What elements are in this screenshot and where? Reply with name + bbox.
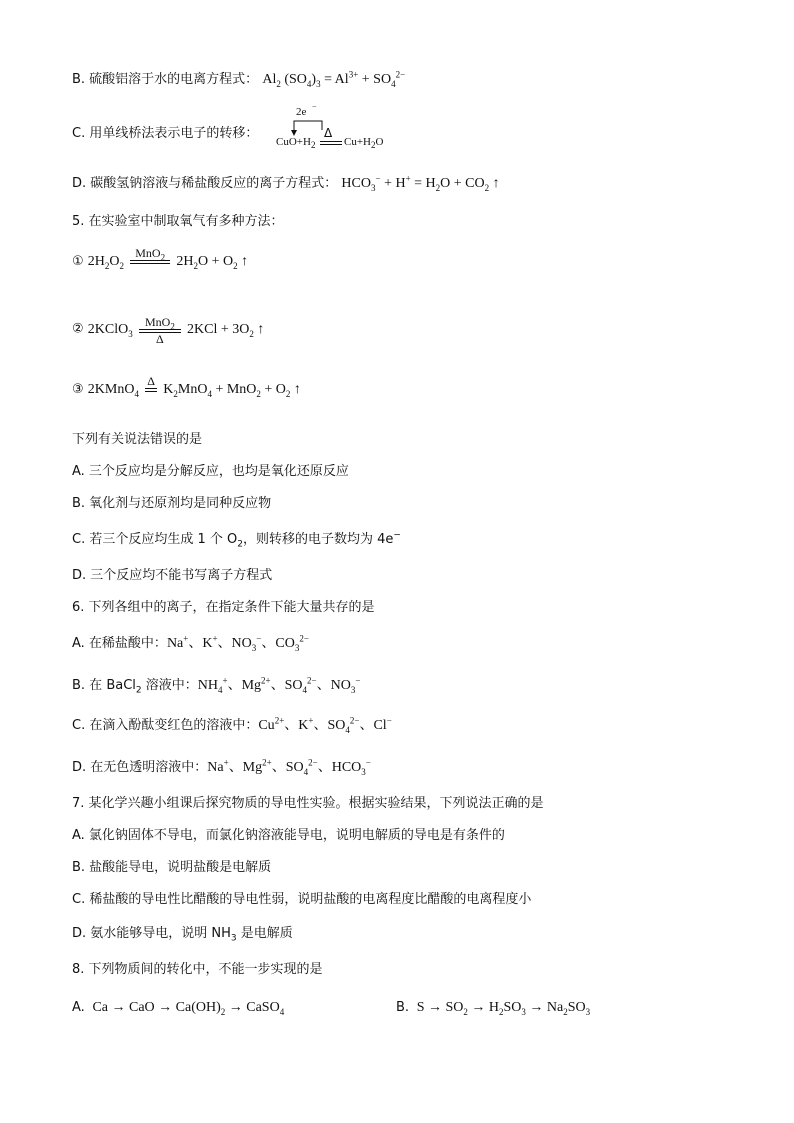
option-text: D. 碳酸氢钠溶液与稀盐酸反应的离子方程式： [72,176,338,191]
ion-list: Na+、K+、$NO_3^-$、$CO_3^{2-}$ [166,633,309,653]
q7-option-a: A. 氯化钠固体不导电，而氯化钠溶液能导电，说明电解质的导电是有条件的 [72,828,505,843]
reaction-condition: MnO$_2$ [130,247,170,264]
electron-label: 2e [296,106,307,118]
question-text: 5. 在实验室中制取氧气有多种方法： [72,214,284,229]
electron-transfer-diagram: 2e − $CuO+H_2$ Δ $Cu+H_2O$ [276,102,384,151]
q7-option-d: D. 氨水能够导电，说明 $NH_3$ 是电解质 [72,926,293,944]
question-5-ask: 下列有关说法错误的是 [72,432,203,447]
q8-option-b: B. $S \to SO_2 \to H_2SO_3 \to Na_2SO_3$ [396,1000,591,1017]
option-text: B. 硫酸铝溶于水的电离方程式： [72,72,259,87]
q7-option-b: B. 盐酸能导电，说明盐酸是电解质 [72,860,272,875]
reaction-condition: Δ [145,375,157,392]
heat-condition: Δ [324,126,333,140]
formula: $HCO_3^- + H^+ = H_2O + CO_2$ ↑ [341,173,500,193]
option-d-q4 [72,174,500,194]
q6-option-b: B. 在 BaCl$_2$ 溶液中：$NH_4^+$、$Mg^{2+}$、$SO_4^{2-}$、$NO_3^-$ [72,675,361,696]
q7-option-c: C. 稀盐酸的导电性比醋酸的导电性弱，说明盐酸的电离程度比醋酸的电离程度小 [72,892,532,907]
ion-list: $Cu^{2+}$、K+、$SO_4^{2-}$、Cl− [258,715,392,735]
reaction-number: ② [72,321,84,337]
question-6-stem: 6. 下列各组中的离子，在指定条件下能大量共存的是 [72,600,375,615]
q6-option-c: C. 在滴入酚酞变红色的溶液中：$Cu^{2+}$、K+、$SO_4^{2-}$、Cl− [72,715,392,735]
reaction-number: ③ [72,382,84,397]
conversion-chain: Ca → CaO → $Ca(OH)_2$ → CaSO$_4$ [88,1000,285,1017]
q8-option-a: A. Ca → CaO → $Ca(OH)_2$ → CaSO$_4$ [72,1000,285,1017]
ion-list: Na+、$Mg^{2+}$、$SO_4^{2-}$、$HCO_3^-$ [207,757,371,777]
q5-option-c: C. 若三个反应均生成 1 个 $O_2$，则转移的电子数均为 4e− [72,530,401,550]
formula: $Al_2$ $(SO_4)_3 = Al^{3+} + SO_4^{2-}$ [262,69,406,89]
reaction-1: ① $2H_2O_2$ MnO$_2$ $2H_2O + O_2$ ↑ [72,246,249,271]
reaction-3: ③ 2KMnO$_4$ Δ $K_2MnO_4 + MnO_2 + O_2$ ↑ [72,374,301,399]
ion-list: $NH_4^+$、$Mg^{2+}$、$SO_4^{2-}$、$NO_3^-$ [197,675,361,695]
question-8-stem: 8. 下列物质间的转化中，不能一步实现的是 [72,962,323,977]
question-7-stem: 7. 某化学兴趣小组课后探究物质的导电性实验。根据实验结果，下列说法正确的是 [72,796,544,811]
option-b-q4 [72,70,405,90]
reaction-number: ① [72,254,84,269]
option-c-q4 [72,124,258,144]
option-text: C. 用单线桥法表示电子的转移： [72,126,259,141]
q6-option-a: A. 在稀盐酸中：Na+、K+、$NO_3^-$、$CO_3^{2-}$ [72,633,309,653]
q5-option-b: B. 氧化剂与还原剂均是同种反应物 [72,496,272,511]
q5-option-a: A. 三个反应均是分解反应，也均是氧化还原反应 [72,464,349,479]
reaction-lhs: $CuO+H_2$ [276,136,316,151]
q6-option-d: D. 在无色透明溶液中：Na+、$Mg^{2+}$、$SO_4^{2-}$、$HCO_3^-$ [72,757,371,777]
reaction-rhs: $Cu+H_2O$ [344,136,384,151]
question-5-stem [72,212,284,232]
reaction-condition: MnO$_2$ Δ [139,316,181,346]
conversion-chain: $S \to SO_2 \to H_2SO_3 \to Na_2SO_3$ [413,1000,591,1017]
reaction-2: ② 2KClO$_3$ MnO$_2$ Δ $2KCl + 3O_2$ ↑ [72,315,265,346]
q5-option-d: D. 三个反应均不能书写离子方程式 [72,568,273,583]
